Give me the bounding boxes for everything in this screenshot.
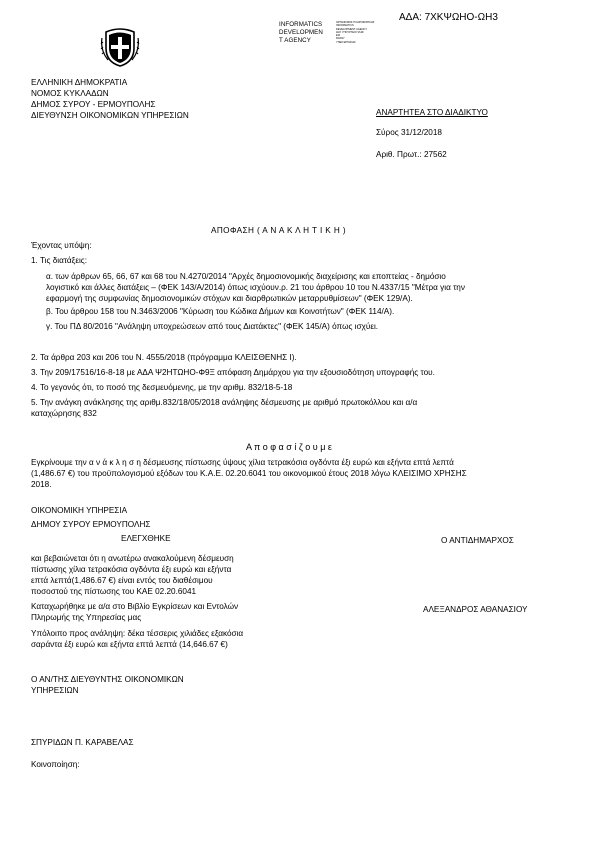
agency-small-line: ΟΡΓΑΝΙΣΜΟΣ ΠΛΗΡΟΦΟΡΙΚΗΣ — [336, 21, 375, 24]
agency-line: INFORMATICS — [279, 21, 323, 28]
issuer-line: ΝΟΜΟΣ ΚΥΚΛΑΔΩΝ — [31, 89, 109, 98]
document-date: Σύρος 31/12/2018 — [376, 128, 442, 137]
item-1-label: 1. Τις διατάξεις: — [31, 256, 88, 265]
checked-text — [31, 553, 234, 597]
having-regard: Έχοντας υπόψη: — [31, 241, 92, 250]
decision-title: Α π ο φ α σ ί ζ ο υ μ ε — [246, 442, 332, 452]
signer-name: ΣΠΥΡΙΔΩΝ Π. ΚΑΡΑΒΕΛΑΣ — [31, 738, 134, 747]
document-title: ΑΠΟΦΑΣΗ ( Α Ν Α Κ Λ Η Τ Ι Κ Η ) — [211, 226, 346, 235]
registration-line: Καταχωρήθηκε με α/α στο Βιβλίο Εγκρίσεων και Εντολών — [31, 602, 239, 611]
item-5: 5. Την ανάγκη ανάκλησης της αριθμ.832/18/05/2018 ανάληψης δέσμευσης με αριθμό πρωτοκόλλου και α/α — [31, 398, 418, 407]
director-line: ΥΠΗΡΕΣΙΩΝ — [31, 686, 79, 695]
item-5-continued: καταχώρησης 832 — [31, 409, 97, 418]
item-1a-line: εφαρμογή της συμφωνίας δημοσιονομικών στόχων και διαρθρωτικών μεταρρυθμίσεων" (ΦΕΚ 129/Α). — [46, 294, 413, 303]
informatics-agency-logo — [279, 21, 399, 55]
issuer-line: ΔΗΜΟΣ ΣΥΡΟΥ - ΕΡΜΟΥΠΟΛΗΣ — [31, 100, 156, 109]
issuer-line: ΔΙΕΥΘΥΝΣΗ ΟΙΚΟΝΟΜΙΚΩΝ ΥΠΗΡΕΣΙΩΝ — [31, 111, 189, 120]
item-1c: γ. Του ΠΔ 80/2016 "Ανάληψη υποχρεώσεων από τους Διατάκτες" (ΦΕΚ 145/Α) όπως ισχύει. — [46, 322, 379, 331]
balance-line: Υπόλοιπο προς ανάληψη: δέκα τέσσερις χιλιάδες εξακόσια — [31, 629, 244, 638]
decision-text — [31, 457, 467, 490]
registration-text — [31, 601, 238, 623]
decision-line: Εγκρίνουμε την α ν ά κ λ η σ η δέσμευσης πίστωσης ύψους χίλια τετρακόσια ογδόντα έξι ευρώ και εξήντα επτά λεπτά — [31, 458, 454, 467]
ada-code: ΑΔΑ: 7ΧΚΨΩΗΟ-ΩΗ3 — [399, 12, 498, 23]
item-1b: β. Του άρθρου 158 του Ν.3463/2006 "Κύρωση του Κώδικα Δήμων και Κοινοτήτων" (ΦΕΚ 114/Α). — [46, 307, 395, 316]
decision-line: 2018. — [31, 480, 52, 489]
checked-heading: ΕΛΕΓΧΘΗΚΕ — [121, 534, 171, 543]
director-title — [31, 674, 184, 696]
agency-small-text — [336, 21, 400, 44]
checked-line: πίστωσης χίλια τετρακόσια ογδόντα έξι ευρώ και εξήντα — [31, 565, 232, 574]
issuer-line: ΕΛΛΗΝΙΚΗ ΔΗΜΟΚΡΑΤΙΑ — [31, 78, 128, 87]
checked-line: επτά λεπτά(1,486.67 €) είναι εντός του διαθέσιμου — [31, 576, 213, 585]
agency-small-line: INFORMATICS — [336, 24, 354, 28]
registration-line: Πληρωμής της Υπηρεσίας μας — [31, 613, 142, 622]
hellenic-emblem-icon — [100, 28, 140, 68]
issuer-block — [31, 77, 189, 121]
deputy-mayor-title: Ο ΑΝΤΙΔΗΜΑΡΧΟΣ — [441, 536, 514, 545]
item-1a-line: α. των άρθρων 65, 66, 67 και 68 του Ν.4270/2014 "Αρχές δημοσιονομικής διαχείρισης και εποπτείας - δημόσιο — [46, 272, 446, 281]
decision-line: (1,486.67 €) του προϋπολογισμού εξόδων του Κ.Α.Ε. 02.20.6041 του οικονομικού έτους 2018 λόγω ΚΛΕΙΣΙΜΟ ΧΡΗΣΗΣ — [31, 469, 467, 478]
protocol-number: Αριθ. Πρωτ.: 27562 — [376, 150, 447, 159]
agency-small-line: FRANY — [336, 37, 345, 41]
agency-small-line: ΥΠΕΣ ΕΡΓΑΣΙΑΣ — [336, 40, 356, 44]
item-4: 4. Το γεγονός ότι, το ποσό της δεσμευόμενης, με την αριθμ. 832/18-5-18 — [31, 383, 293, 392]
agency-small-line: DEVELOPMENT AGENCY — [336, 27, 368, 31]
cc-label: Κοινοποίηση: — [31, 760, 80, 769]
item-2: 2. Τα άρθρα 203 και 206 του Ν. 4555/2018 (πρόγραμμα ΚΛΕΙΣΘΕΝΗΣ Ι). — [31, 353, 297, 362]
item-1a-line: λογιστικό και άλλες διατάξεις – (ΦΕΚ 143/Α/2014) όπως ισχύουν.ρ. 21 του άρθρου 10 του Ν.4337/15 "Μέτρα για την — [46, 283, 465, 292]
item-1a — [46, 271, 465, 304]
checked-line: και βεβαιώνεται ότι η ανωτέρω ανακαλούμενη δέσμευση — [31, 554, 234, 563]
director-line: Ο ΑΝ/ΤΗΣ ΔΙΕΥΘΥΝΤΗΣ ΟΙΚΟΝΟΜΙΚΩΝ — [31, 675, 184, 684]
agency-small-line: ΩΑΥ ΥΠΟΥΡΓΕΙΟ ΨΗΦ — [336, 30, 364, 34]
econ-municipality: ΔΗΜΟΥ ΣΥΡΟΥ ΕΡΜΟΥΠΟΛΗΣ — [31, 520, 151, 529]
balance-text — [31, 628, 243, 650]
checked-line: ποσοστού της πίστωσης του ΚΑΕ 02.20.6041 — [31, 587, 197, 596]
econ-service: ΟΙΚΟΝΟΜΙΚΗ ΥΠΗΡΕΣΙΑ — [31, 506, 128, 515]
agency-small-line: ΕΙΣ — [336, 34, 341, 38]
agency-line: T AGENCY — [279, 37, 311, 44]
item-3: 3. Την 209/17516/16-8-18 με ΑΔΑ Ψ2ΗΤΩΗΟ-Φ9Ξ απόφαση Δημάρχου για την εξουσιοδότηση υπογραφής του. — [31, 368, 435, 377]
deputy-mayor-name: ΑΛΕΞΑΝΔΡΟΣ ΑΘΑΝΑΣΙΟΥ — [423, 605, 528, 614]
post-note: ΑΝΑΡΤΗΤΕΑ ΣΤΟ ΔΙΑΔΙΚΤΥΟ — [376, 108, 488, 117]
agency-line: DEVELOPMEN — [279, 29, 323, 36]
balance-line: σαράντα έξι ευρώ και εξήντα επτά λεπτά (14,646.67 €) — [31, 640, 228, 649]
